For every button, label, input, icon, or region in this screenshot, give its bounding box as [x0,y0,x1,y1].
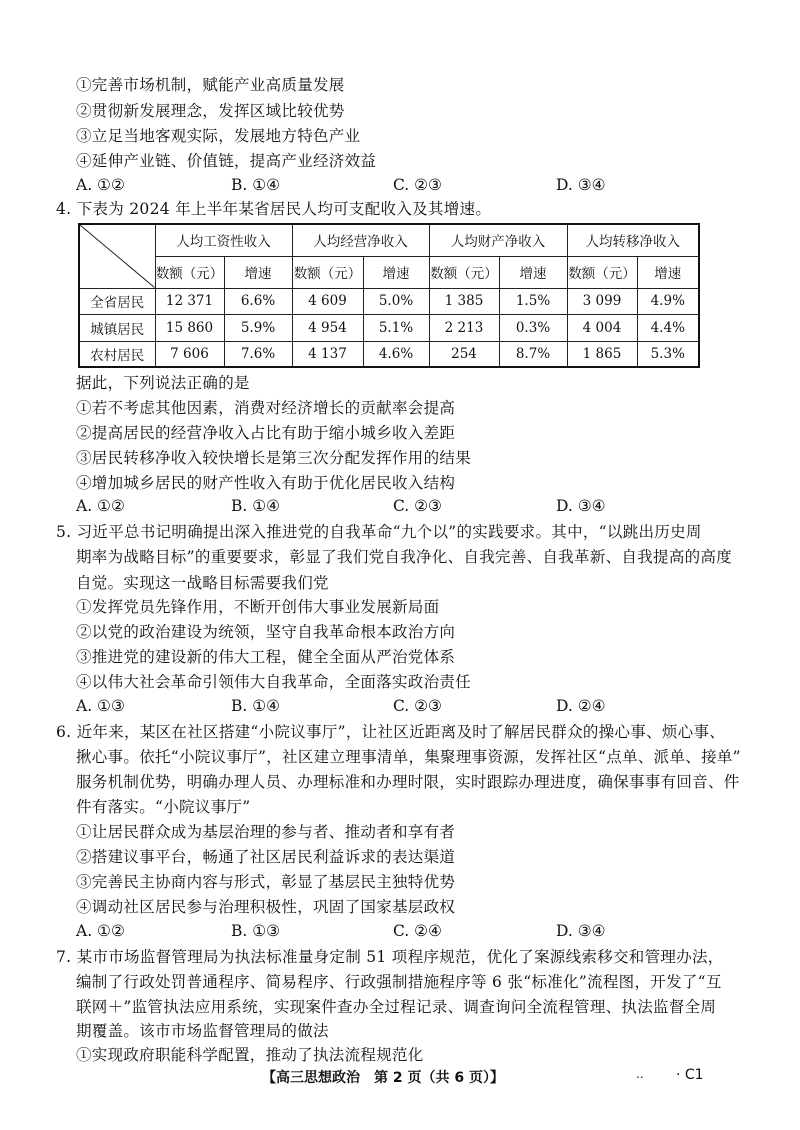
choice-d[interactable]: D. ③④ [556,922,606,940]
row-label: 农村居民 [79,341,155,367]
cell: 254 [429,341,499,367]
cell: 3 099 [567,288,637,314]
q6-stem-2: 揪心事。依托“小院议事厅”，社区建立理事清单，集聚理事资源，发挥社区“点单、派单、接单” [76,748,741,766]
q3-option-1: ①完善市场机制，赋能产业高质量发展 [76,76,345,94]
choice-b[interactable]: B. ①④ [231,176,281,194]
choice-b[interactable]: B. ①④ [231,697,281,715]
cell: 5.0% [363,288,429,314]
choice-b[interactable]: B. ①③ [231,922,281,940]
q4-stem: 4. 下表为 2024 年上半年某省居民人均可支配收入及其增速。 [56,200,492,218]
choice-b[interactable]: B. ①④ [231,497,281,515]
q4-option-4: ④增加城乡居民的财产性收入有助于优化居民收入结构 [76,474,456,492]
row-label: 城镇居民 [79,314,155,341]
row-label: 全省居民 [79,288,155,314]
choice-c[interactable]: C. ②④ [393,922,442,940]
cell: 4 609 [292,288,363,314]
q6-stem-1: 6. 近年来，某区在社区搭建“小院议事厅”，让社区近距离及时了解居民群众的操心事、烦心事、 [56,723,726,741]
q3-option-2: ②贯彻新发展理念，发挥区域比较优势 [76,102,345,120]
footer-code: · C1 [676,1067,704,1083]
header-transfer: 人均转移净收入 [567,224,699,256]
cell: 4.6% [363,341,429,367]
header-business: 人均经营净收入 [292,224,429,256]
q6-choices [76,922,636,942]
cell: 8.7% [499,341,567,367]
income-table [78,223,700,368]
cell: 12 371 [155,288,224,314]
q6-stem-3: 服务机制优势，明确办理人员、办理标准和办理时限，实时跟踪办理进度，确保事事有回音、件 [76,773,740,791]
sub-growth: 增速 [224,256,292,288]
choice-a[interactable]: A. ①② [76,922,125,940]
q7-stem-4: 期覆盖。该市市场监督管理局的做法 [76,1022,329,1040]
sub-amount: 数额（元） [567,256,637,288]
cell: 5.1% [363,314,429,341]
choice-a[interactable]: A. ①② [76,176,125,194]
cell: 4.9% [637,288,699,314]
sub-amount: 数额（元） [429,256,499,288]
q4-lead: 据此，下列说法正确的是 [76,374,250,392]
sub-amount: 数额（元） [155,256,224,288]
cell: 1 385 [429,288,499,314]
choice-c[interactable]: C. ②③ [393,697,442,715]
cell: 5.3% [637,341,699,367]
cell: 7 606 [155,341,224,367]
cell: 4 954 [292,314,363,341]
choice-c[interactable]: C. ②③ [393,497,442,515]
q5-option-4: ④以伟大社会革命引领伟大自我革命，全面落实政治责任 [76,673,472,691]
choice-d[interactable]: D. ③④ [556,176,606,194]
cell: 1.5% [499,288,567,314]
cell: 4.4% [637,314,699,341]
q6-option-1: ①让居民群众成为基层治理的参与者、推动者和享有者 [76,823,456,841]
q6-stem-4: 件有落实。“小院议事厅” [76,798,251,816]
choice-c[interactable]: C. ②③ [393,176,442,194]
q4-choices [76,497,636,517]
choice-a[interactable]: A. ①② [76,497,125,515]
page-footer [0,1067,800,1089]
q3-option-4: ④延伸产业链、价值链，提高产业经济效益 [76,152,377,170]
cell: 7.6% [224,341,292,367]
q5-stem-1: 5. 习近平总书记明确提出深入推进党的自我革命“九个以”的实践要求。其中，“以跳出历史周 [56,523,702,541]
cell: 2 213 [429,314,499,341]
choice-d[interactable]: D. ③④ [556,497,606,515]
q3-option-3: ③立足当地客观实际，发展地方特色产业 [76,127,361,145]
sub-growth: 增速 [363,256,429,288]
q5-option-3: ③推进党的建设新的伟大工程，健全全面从严治党体系 [76,648,456,666]
choice-d[interactable]: D. ②④ [556,697,606,715]
sub-growth: 增速 [637,256,699,288]
table-row [79,288,699,314]
q5-option-1: ①发挥党员先锋作用，不断开创伟大事业发展新局面 [76,598,440,616]
q4-option-3: ③居民转移净收入较快增长是第三次分配发挥作用的结果 [76,449,472,467]
q7-stem-2: 编制了行政处罚普通程序、简易程序、行政强制措施程序等 6 张“标准化”流程图，开发了“互 [76,973,722,991]
q6-option-2: ②搭建议事平台，畅通了社区居民利益诉求的表达渠道 [76,848,456,866]
choice-a[interactable]: A. ①③ [76,697,125,715]
q3-choices [76,176,636,196]
cell: 5.9% [224,314,292,341]
q4-option-1: ①若不考虑其他因素，消费对经济增长的贡献率会提高 [76,399,456,417]
header-wage: 人均工资性收入 [155,224,292,256]
table-row [79,314,699,341]
q7-stem-3: 联网＋”监管执法应用系统，实现案件查办全过程记录、调查询问全流程管理、执法监督全周 [76,998,717,1016]
q5-stem-2: 期率为战略目标”的重要要求，彰显了我们党自我净化、自我完善、自我革新、自我提高的高度 [76,548,733,566]
table-row [79,341,699,367]
cell: 4 004 [567,314,637,341]
q7-option-1: ①实现政府职能科学配置，推动了执法流程规范化 [76,1046,424,1064]
q7-stem-1: 7. 某市市场监督管理局为执法标准量身定制 51 项程序规范，优化了案源线索移交和管理办法， [56,948,724,966]
footer-title: 【高三思想政治 第 2 页（共 6 页）】 [262,1070,504,1086]
q4-option-2: ②提高居民的经营净收入占比有助于缩小城乡收入差距 [76,424,456,442]
sub-growth: 增速 [499,256,567,288]
q6-option-3: ③完善民主协商内容与形式，彰显了基层民主独特优势 [76,873,456,891]
cell: 1 865 [567,341,637,367]
q6-option-4: ④调动社区居民参与治理积极性，巩固了国家基层政权 [76,898,456,916]
q5-option-2: ②以党的政治建设为统领，坚守自我革命根本政治方向 [76,623,456,641]
cell: 15 860 [155,314,224,341]
header-property: 人均财产净收入 [429,224,567,256]
cell: 4 137 [292,341,363,367]
sub-amount: 数额（元） [292,256,363,288]
cell: 0.3% [499,314,567,341]
footer-dots: .. [636,1067,644,1081]
q5-choices [76,697,636,717]
table-corner [79,224,155,288]
q5-stem-3: 自觉。实现这一战略目标需要我们党 [76,574,329,592]
cell: 6.6% [224,288,292,314]
